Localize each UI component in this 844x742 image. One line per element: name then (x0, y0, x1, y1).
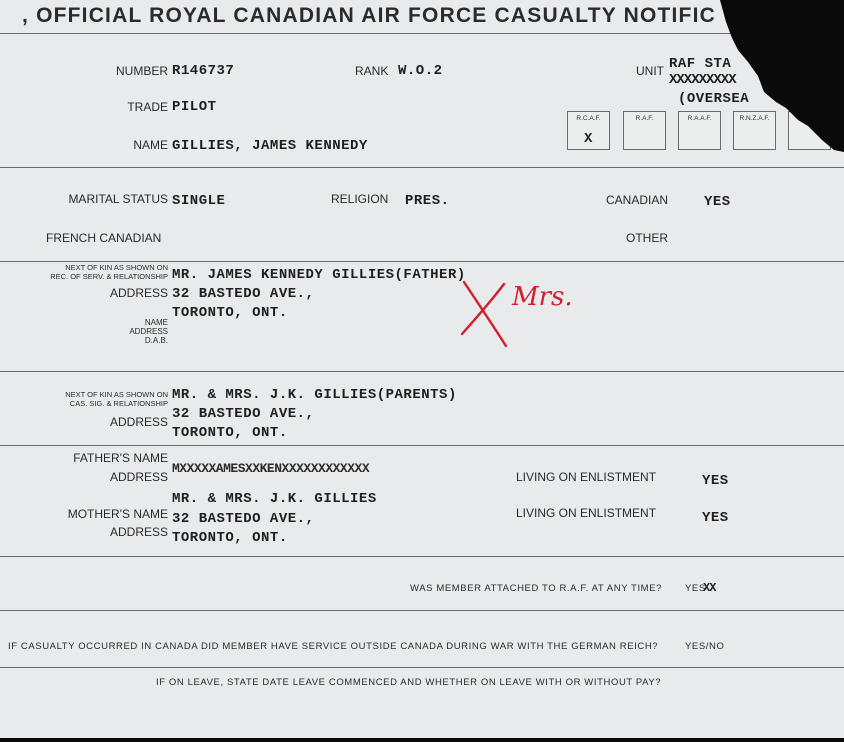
nok-serv-address-label: ADDRESS (109, 286, 168, 300)
nok-cas-name: MR. & MRS. J.K. GILLIES(PARENTS) (172, 387, 457, 403)
rank-label: RANK (355, 64, 389, 78)
rank-value: W.O.2 (398, 63, 443, 79)
nok-cas-address-line1: 32 BASTEDO AVE., (172, 406, 315, 422)
number-value: R146737 (172, 63, 235, 79)
mother-address-label: ADDRESS (109, 525, 168, 539)
other-label: OTHER (626, 231, 668, 245)
handwritten-annotation: Mrs. (512, 282, 573, 312)
form-title: , OFFICIAL ROYAL CANADIAN AIR FORCE CASUALTY NOTIFIC (22, 4, 716, 27)
raf-answer-prefix: YES (685, 583, 706, 594)
trade-value: PILOT (172, 99, 217, 115)
name-address-dab-line1: NAME (144, 318, 168, 327)
nok-serv-address-line1: 32 BASTEDO AVE., (172, 286, 315, 302)
name-value: GILLIES, JAMES KENNEDY (172, 138, 368, 154)
service-box-label: R.A.A.F. (687, 115, 712, 122)
nok-cas-address-line2: TORONTO, ONT. (172, 425, 288, 441)
father-living-value: YES (702, 473, 729, 489)
outside-canada-question: IF CASUALTY OCCURRED IN CANADA DID MEMBER HAVE SERVICE OUTSIDE CANADA DURING WAR WITH THE GERMAN REICH? (8, 641, 659, 652)
religion-label: RELIGION (331, 192, 389, 206)
number-label: NUMBER (115, 64, 168, 78)
nok-cas-address-label: ADDRESS (109, 415, 168, 429)
father-living-label: LIVING ON ENLISTMENT (516, 470, 657, 484)
service-box-label: R.N.Z.A.F. (739, 115, 770, 122)
raf-question: WAS MEMBER ATTACHED TO R.A.F. AT ANY TIME? (410, 583, 663, 594)
mother-name-value: MR. & MRS. J.K. GILLIES (172, 491, 377, 507)
name-address-dab-line3: D.A.B. (144, 336, 168, 345)
service-box-label: R.C.A.F. (576, 115, 601, 122)
unit-value-line3: (OVERSEA (678, 91, 750, 107)
unit-value-line1: RAF STA (669, 56, 732, 72)
outside-canada-yes-no: YES/NO (685, 641, 725, 652)
father-address-label: ADDRESS (109, 470, 168, 484)
service-box-label: R.A.F. (635, 115, 654, 122)
nok-serv-label-line1: NEXT OF KIN AS SHOWN ON (65, 263, 168, 272)
service-box-mark: X (584, 131, 593, 147)
nok-cas-label-line1: NEXT OF KIN AS SHOWN ON (65, 390, 168, 399)
french-canadian-label: FRENCH CANADIAN (46, 231, 162, 245)
unit-label: UNIT (636, 64, 664, 78)
trade-label: TRADE (127, 100, 168, 114)
mother-address-line2: TORONTO, ONT. (172, 530, 288, 546)
nok-serv-label-line2: REC. OF SERV. & RELATIONSHIP (50, 272, 168, 281)
marital-status-value: SINGLE (172, 193, 226, 209)
nok-serv-address-line2: TORONTO, ONT. (172, 305, 288, 321)
mother-living-value: YES (702, 510, 729, 526)
unit-value-line2-struck: XXXXXXXXX (669, 72, 736, 88)
raf-answer-struck: XX (703, 581, 716, 595)
religion-value: PRES. (405, 193, 450, 209)
name-label: NAME (133, 138, 168, 152)
mother-living-label: LIVING ON ENLISTMENT (516, 506, 657, 520)
name-address-dab-line2: ADDRESS (129, 327, 168, 336)
nok-cas-label-line2: CAS. SIG. & RELATIONSHIP (69, 399, 168, 408)
canadian-label: CANADIAN (606, 193, 669, 207)
nok-serv-name: MR. JAMES KENNEDY GILLIES(FATHER) (172, 267, 466, 283)
fathers-name-label: FATHER'S NAME (73, 451, 168, 465)
canadian-value: YES (704, 194, 731, 210)
leave-question: IF ON LEAVE, STATE DATE LEAVE COMMENCED AND WHETHER ON LEAVE WITH OR WITHOUT PAY? (156, 677, 662, 688)
father-address-struck: MXXXXXAMESXXKENXXXXXXXXXXXX (172, 461, 370, 476)
mothers-name-label: MOTHER'S NAME (67, 507, 168, 521)
mother-address-line1: 32 BASTEDO AVE., (172, 511, 315, 527)
marital-status-label: MARITAL STATUS (68, 192, 168, 206)
